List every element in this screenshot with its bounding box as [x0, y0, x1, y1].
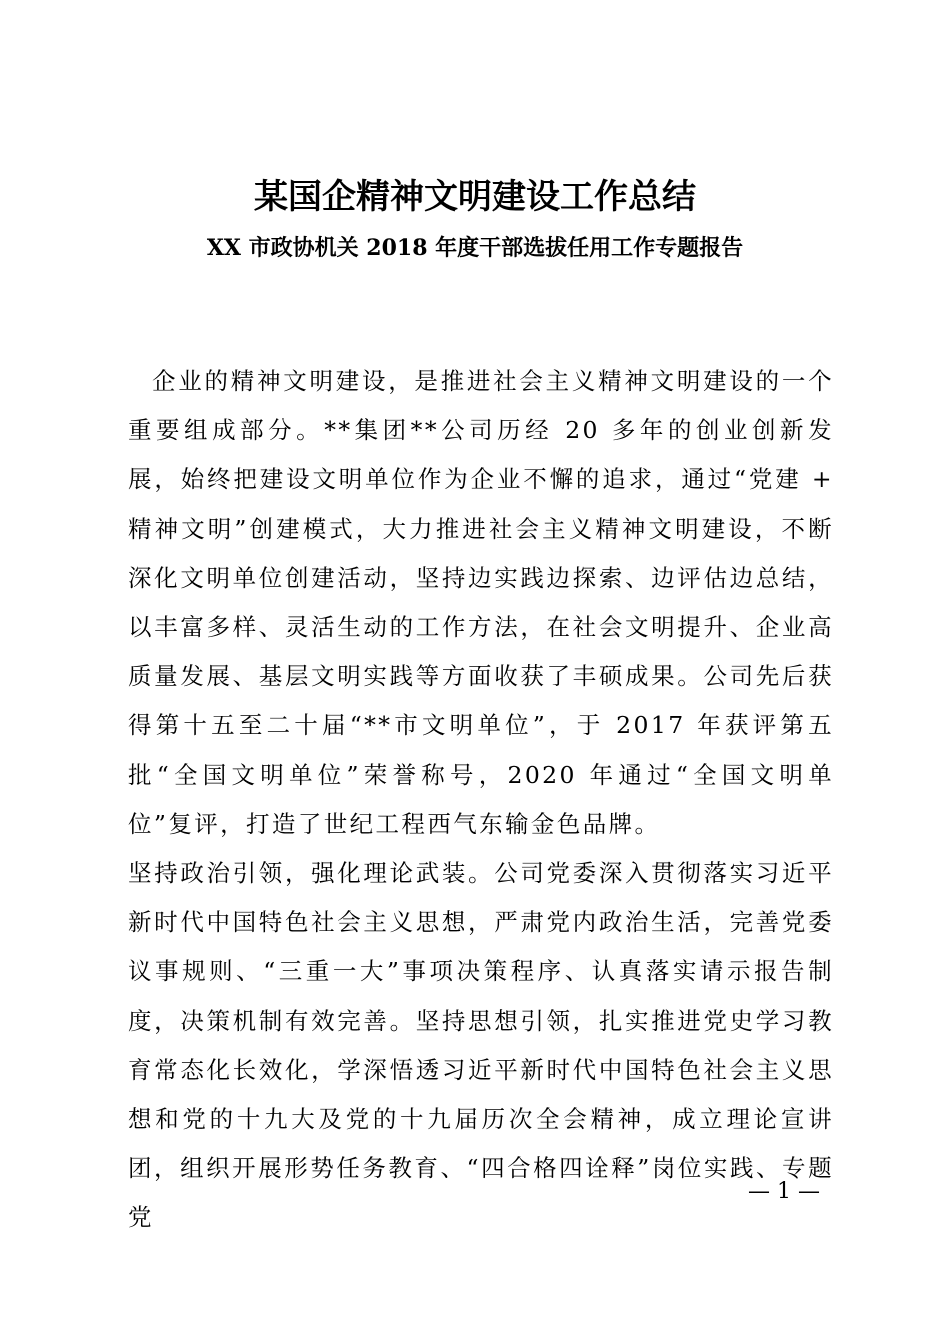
document-subtitle: XX 市政协机关 2018 年度干部选拔任用工作专题报告 [206, 235, 744, 261]
paragraph-political-guidance: 坚持政治引领，强化理论武装。公司党委深入贯彻落实习近平新时代中国特色社会主义思想，严肃党内政治生活，完善党委议事规则、“三重一大”事项决策程序、认真落实请示报告制度，决策机制有效完善。坚持思想引领，扎实推进党史学习教育常态化长效化，学深悟透习近平新时代中国特色社会主义思想和党的十九大及党的十九届历次全会精神，成立理论宣讲团，组织开展形势任务教育、“四合格四诠释”岗位实践、专题党 [128, 859, 834, 1232]
document-body [128, 357, 834, 1243]
document-title: 某国企精神文明建设工作总结 [254, 177, 696, 217]
page-number: — 1 — [748, 1179, 820, 1204]
paragraph-intro: 企业的精神文明建设，是推进社会主义精神文明建设的一个重要组成部分。**集团**公司历经 20 多年的创业创新发展，始终把建设文明单位作为企业不懈的追求，通过“党建 + 精神文明”创建模式，大力推进社会主义精神文明建设，不断深化文明单位创建活动，坚持边实践边探索、边评估边总结，以丰富多样、灵活生动的工作方法，在社会文明提升、企业高质量发展、基层文明实践等方面收获了丰硕成果。公司先后获得第十五至二十届“**市文明单位”，于 2017 年获评第五批“全国文明单位”荣誉称号，2020 年通过“全国文明单位”复评，打造了世纪工程西气东输金色品牌。 [128, 367, 834, 838]
